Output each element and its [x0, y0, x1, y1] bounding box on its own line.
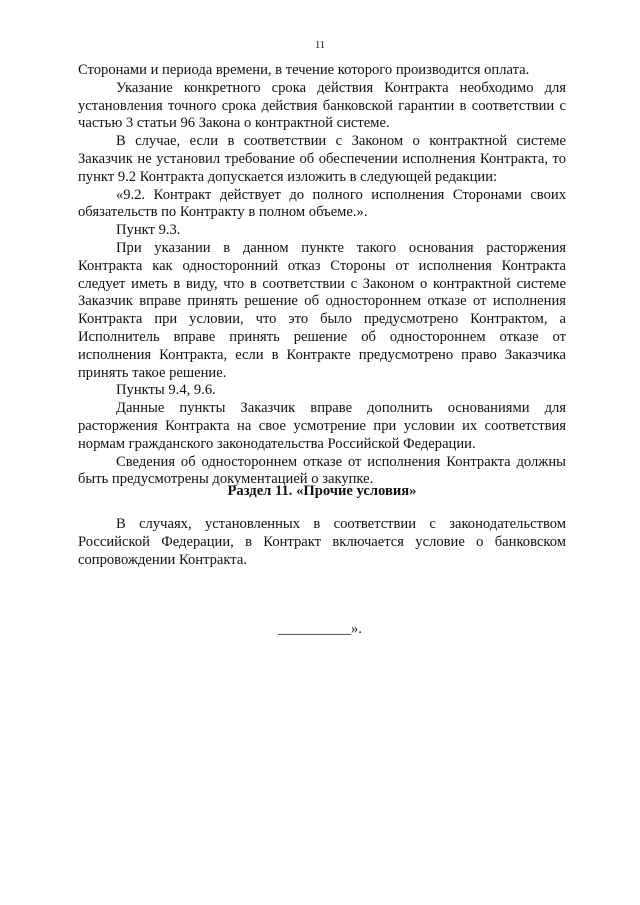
body-text	[78, 62, 566, 489]
paragraph: Пункт 9.3.	[116, 222, 181, 239]
page-number: 11	[314, 40, 326, 51]
paragraph: При указании в данном пункте такого основания расторжения Контракта как односторонний отказ Стороны от исполнения Контракта следует иметь в виду, что в соответствии с Законом о контрактной системе Заказчик вправе принять решение об одностороннем отказе от исполнения Контракта при условии, что это было предусмотрено Контрактом, а Исполнитель вправе принять решение об одностороннем отказе от исполнения Контракта, если в Контракте предусмотрено право Заказчика принять такое решение.	[78, 239, 566, 381]
paragraph: Пункты 9.4, 9.6.	[116, 382, 216, 399]
paragraph: «9.2. Контракт действует до полного исполнения Сторонами своих обязательств по Контракту в полном объеме.».	[78, 186, 566, 221]
section-heading: Раздел 11. «Прочие условия»	[227, 483, 417, 499]
paragraph: Сторонами и периода времени, в течение которого производится оплата.	[78, 62, 530, 78]
closing-line: __________».	[278, 621, 362, 637]
paragraph: Указание конкретного срока действия Контракта необходимо для установления точного срока действия банковской гарантии в соответствии с частью 3 статьи 96 Закона о контрактной системе.	[78, 79, 566, 132]
section-paragraph: В случаях, установленных в соответствии с законодательством Российской Федерации, в Контракт включается условие о банковском сопровождении Контракта.	[78, 516, 566, 568]
paragraph: Данные пункты Заказчик вправе дополнить основаниями для расторжения Контракта на свое усмотрение при условии их соответствия нормам гражданского законодательства Российской Федерации.	[78, 400, 566, 452]
paragraph: В случае, если в соответствии с Законом о контрактной системе Заказчик не установил требование об обеспечении исполнения Контракта, то пункт 9.2 Контракта допускается изложить в следующей редакции:	[78, 133, 566, 185]
section-body	[78, 516, 566, 569]
paragraph: Сведения об одностороннем отказе от исполнения Контракта должны быть предусмотрены документацией о закупке.	[78, 453, 566, 488]
